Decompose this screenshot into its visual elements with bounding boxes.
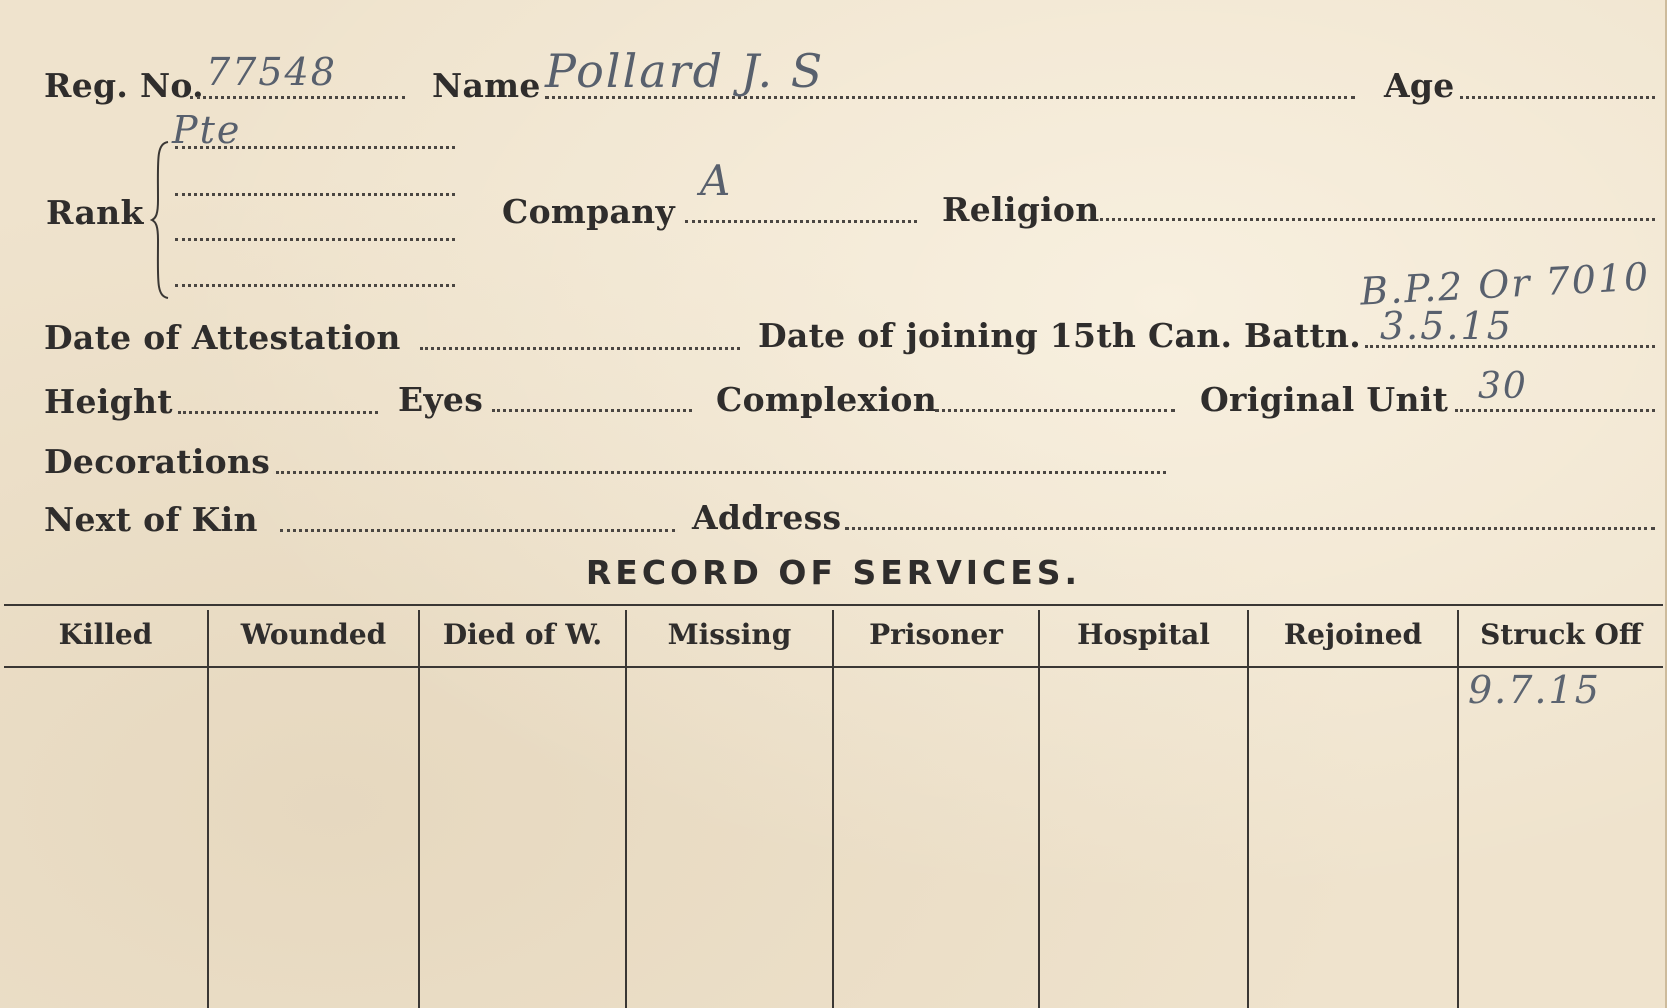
rank-line-2 bbox=[175, 193, 455, 196]
original-unit-line bbox=[1455, 409, 1655, 412]
rank-brace bbox=[150, 140, 170, 300]
column-divider bbox=[625, 610, 627, 1008]
table-top-border bbox=[4, 604, 1663, 606]
column-header-struck-off: Struck Off bbox=[1480, 618, 1642, 651]
age-line bbox=[1460, 96, 1655, 99]
column-divider bbox=[1038, 610, 1040, 1008]
column-header-killed: Killed bbox=[58, 618, 153, 651]
joining-label: Date of joining 15th Can. Battn. bbox=[758, 316, 1362, 355]
address-label: Address bbox=[692, 498, 842, 537]
column-divider bbox=[832, 610, 834, 1008]
column-divider bbox=[207, 610, 209, 1008]
company-value: A bbox=[700, 156, 733, 205]
company-label: Company bbox=[502, 192, 675, 231]
eyes-line bbox=[492, 409, 692, 412]
religion-line bbox=[1100, 218, 1655, 221]
address-line bbox=[845, 527, 1655, 530]
original-unit-value: 30 bbox=[1478, 366, 1528, 407]
record-title: RECORD OF SERVICES. bbox=[585, 553, 1082, 592]
reg-no-line bbox=[190, 96, 405, 99]
rank-label: Rank bbox=[46, 193, 144, 232]
eyes-label: Eyes bbox=[398, 380, 484, 419]
column-divider bbox=[418, 610, 420, 1008]
height-line bbox=[178, 411, 378, 414]
rank-line-3 bbox=[175, 238, 455, 241]
original-unit-label: Original Unit bbox=[1200, 380, 1449, 419]
joining-value: 3.5.15 bbox=[1380, 304, 1513, 348]
height-label: Height bbox=[44, 382, 173, 421]
column-header-prisoner: Prisoner bbox=[869, 618, 1003, 651]
rank-line-4 bbox=[175, 284, 455, 287]
next-of-kin-line bbox=[280, 529, 675, 532]
attestation-line bbox=[420, 347, 740, 350]
reg-no-value: 77548 bbox=[206, 50, 337, 94]
reg-no-label: Reg. No. bbox=[44, 66, 204, 105]
complexion-label: Complexion bbox=[716, 380, 938, 419]
column-header-wounded: Wounded bbox=[240, 618, 387, 651]
name-label: Name bbox=[432, 66, 541, 105]
next-of-kin-label: Next of Kin bbox=[44, 500, 258, 539]
column-header-hospital: Hospital bbox=[1077, 618, 1210, 651]
decorations-label: Decorations bbox=[44, 442, 271, 481]
column-divider bbox=[1457, 610, 1459, 1008]
struck-off-value: 9.7.15 bbox=[1468, 668, 1601, 712]
rank-value: Pte bbox=[172, 108, 242, 152]
name-value: Pollard J. S bbox=[545, 44, 825, 98]
column-header-missing: Missing bbox=[667, 618, 792, 651]
column-header-died-of-wounds: Died of W. bbox=[442, 618, 603, 651]
attestation-label: Date of Attestation bbox=[44, 318, 401, 357]
complexion-line bbox=[935, 409, 1175, 412]
religion-label: Religion bbox=[942, 190, 1100, 229]
decorations-line bbox=[276, 471, 1166, 474]
rank-line-1 bbox=[175, 146, 455, 149]
column-header-rejoined: Rejoined bbox=[1283, 618, 1423, 651]
company-line bbox=[685, 220, 917, 223]
age-label: Age bbox=[1384, 66, 1455, 105]
column-divider bbox=[1247, 610, 1249, 1008]
religion-note: B.P.2 Or 7010 bbox=[1359, 254, 1652, 314]
